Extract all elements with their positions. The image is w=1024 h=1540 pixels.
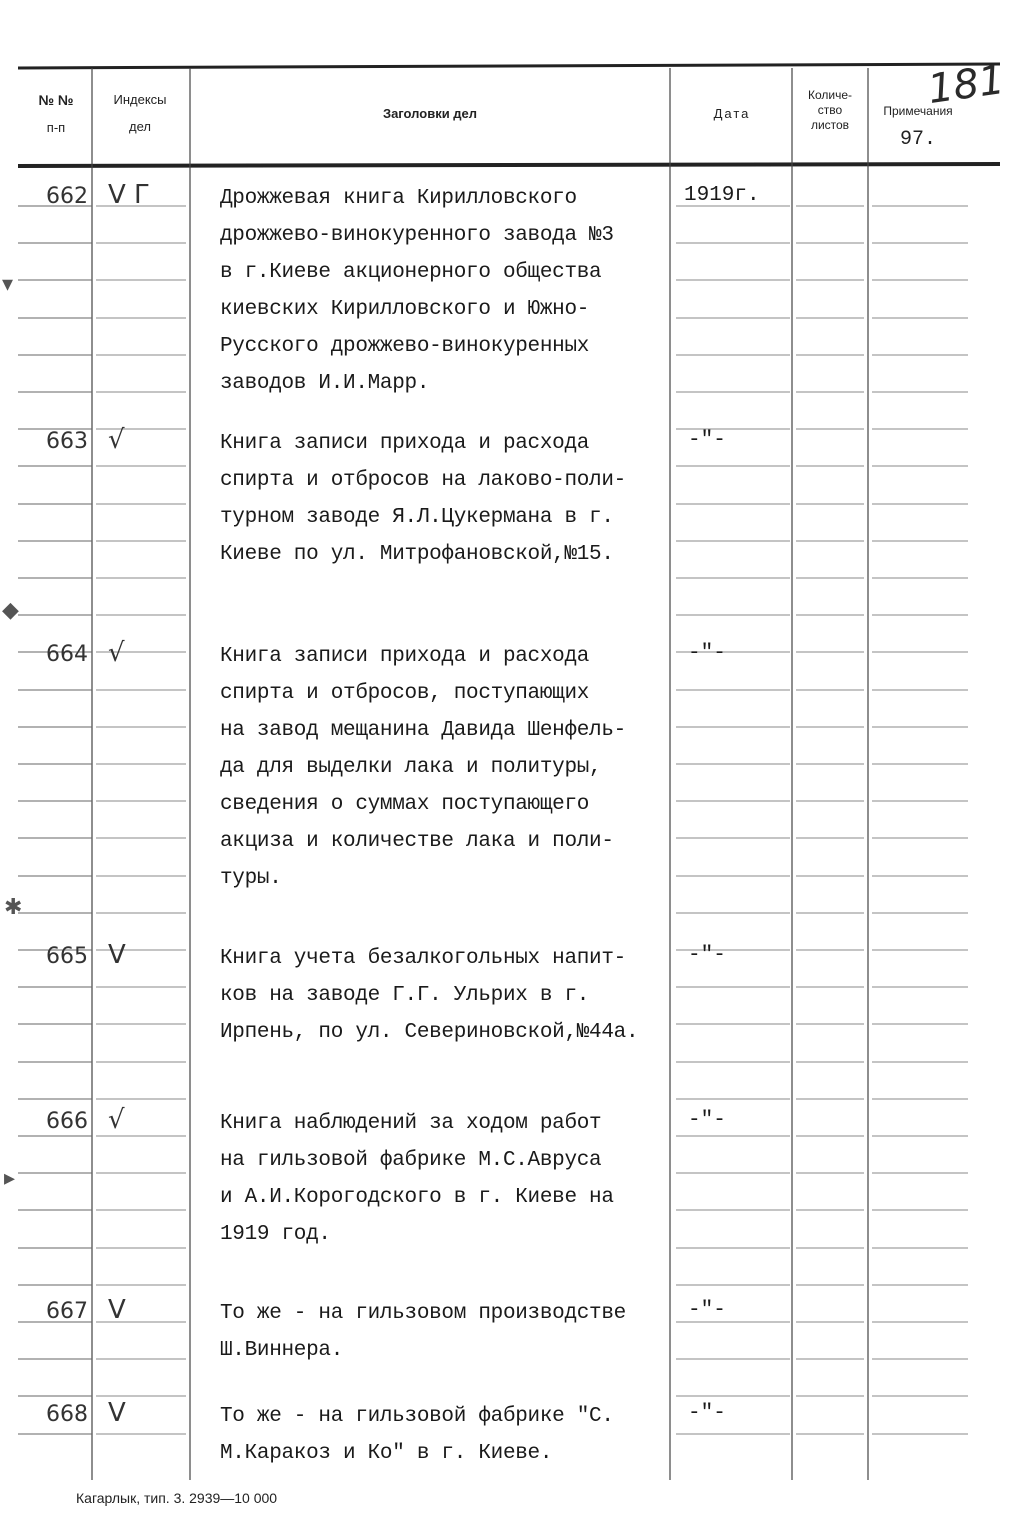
record-title-line: заводов И.И.Марр. — [220, 372, 430, 395]
record-title-line: киевских Кирилловского и Южно- — [220, 298, 590, 321]
record-date: -"- — [688, 642, 726, 665]
record-title-line: Русского дрожжево-винокуренных — [220, 335, 590, 358]
record-number: 668 — [46, 1402, 88, 1427]
record-title-line: Киеве по ул. Митрофановской,№15. — [220, 543, 614, 566]
record-title-line: М.Каракоз и Ко" в г. Киеве. — [220, 1442, 553, 1465]
record-number: 664 — [46, 642, 88, 667]
record-title-line: То же - на гильзовой фабрике "С. — [220, 1405, 614, 1428]
record-title-line: турном заводе Я.Л.Цукермана в г. — [220, 506, 614, 529]
header-count-label-1: Количе- — [807, 88, 853, 102]
record-title — [220, 180, 672, 402]
margin-mark: ▾ — [2, 272, 14, 297]
record-title-line: и А.И.Корогодского в г. Киеве на — [220, 1186, 614, 1209]
record-title-line: То же - на гильзовом производстве — [220, 1302, 626, 1325]
header-count-cell — [794, 88, 866, 133]
record-title-line: ков на заводе Г.Г. Ульрих в г. — [220, 984, 590, 1007]
header-bottom-rule — [18, 164, 1000, 166]
record-title-line: в г.Киеве акционерного общества — [220, 261, 602, 284]
record-title-line: Книга наблюдений за ходом работ — [220, 1112, 602, 1135]
header-notes-cell — [868, 104, 968, 151]
record-number: 665 — [46, 944, 88, 969]
record-title-line: туры. — [220, 867, 282, 890]
header-date-cell — [672, 106, 792, 121]
record-title-line: Дрожжевая книга Кирилловского — [220, 187, 577, 210]
record-number: 662 — [46, 184, 88, 209]
record-number: 667 — [46, 1299, 88, 1324]
record-date: -"- — [688, 1402, 726, 1425]
record-title-line: Ш.Виннера. — [220, 1339, 344, 1362]
record-index-mark: V — [108, 940, 126, 970]
header-titles-label: Заголовки дел — [382, 106, 478, 121]
record-index-mark: √ — [108, 638, 125, 668]
record-title-line: да для выделки лака и политуры, — [220, 756, 602, 779]
margin-mark: ◆ — [2, 598, 19, 623]
header-index-sub: дел — [129, 119, 151, 134]
header-num-cell — [22, 92, 90, 135]
header-titles-cell — [190, 106, 670, 121]
record-title-line: Ирпень, по ул. Севериновской,№44а. — [220, 1021, 639, 1044]
header-num-label: № № — [38, 92, 74, 108]
record-date: 1919г. — [684, 184, 760, 207]
record-title-line: на гильзовой фабрике М.С.Авруса — [220, 1149, 602, 1172]
record-date: -"- — [688, 944, 726, 967]
record-title-line: акциза и количестве лака и поли- — [220, 830, 614, 853]
margin-mark: ▸ — [4, 1166, 16, 1191]
record-title — [220, 1105, 672, 1253]
header-count-label-3: листов — [810, 118, 850, 132]
record-date: -"- — [688, 1299, 726, 1322]
record-date: -"- — [688, 1109, 726, 1132]
record-index-mark: V — [108, 1398, 126, 1428]
margin-mark: ✱ — [4, 895, 23, 920]
record-title-line: 1919 год. — [220, 1223, 331, 1246]
header-top-rule — [18, 64, 1000, 68]
record-title — [220, 1398, 672, 1472]
record-title-line: спирта и отбросов на лаково-поли- — [220, 469, 626, 492]
record-index-mark: √ — [108, 425, 125, 455]
sheet-number-handwritten: 181 — [925, 56, 1008, 114]
record-title-line: на завод мещанина Давида Шенфель- — [220, 719, 626, 742]
header-date-label: Дата — [713, 106, 751, 121]
header-index-cell — [94, 92, 186, 134]
record-title-line: сведения о суммах поступающего — [220, 793, 590, 816]
record-index-mark: V Г — [108, 180, 150, 210]
header-num-sub: п-п — [46, 120, 66, 135]
record-date: -"- — [688, 429, 726, 452]
record-title — [220, 425, 672, 573]
record-index-mark: V — [108, 1295, 126, 1325]
record-title-line: дрожжево-винокуренного завода №3 — [220, 224, 614, 247]
header-count-label-2: ство — [817, 103, 843, 117]
header-notes-label: Примечания — [883, 104, 953, 118]
record-number: 666 — [46, 1109, 88, 1134]
record-title-line: спирта и отбросов, поступающих — [220, 682, 590, 705]
record-title-line: Книга учета безалкогольных напит- — [220, 947, 626, 970]
printer-imprint: Кагарлык, тип. 3. 2939—10 000 — [76, 1490, 278, 1506]
record-title — [220, 940, 672, 1051]
record-title — [220, 638, 672, 897]
header-notes-number: 97. — [899, 128, 936, 151]
record-title-line: Книга записи прихода и расхода — [220, 645, 590, 668]
record-title — [220, 1295, 672, 1369]
record-number: 663 — [46, 429, 88, 454]
header-index-label: Индексы — [113, 92, 167, 107]
record-title-line: Книга записи прихода и расхода — [220, 432, 590, 455]
record-index-mark: √ — [108, 1105, 125, 1135]
